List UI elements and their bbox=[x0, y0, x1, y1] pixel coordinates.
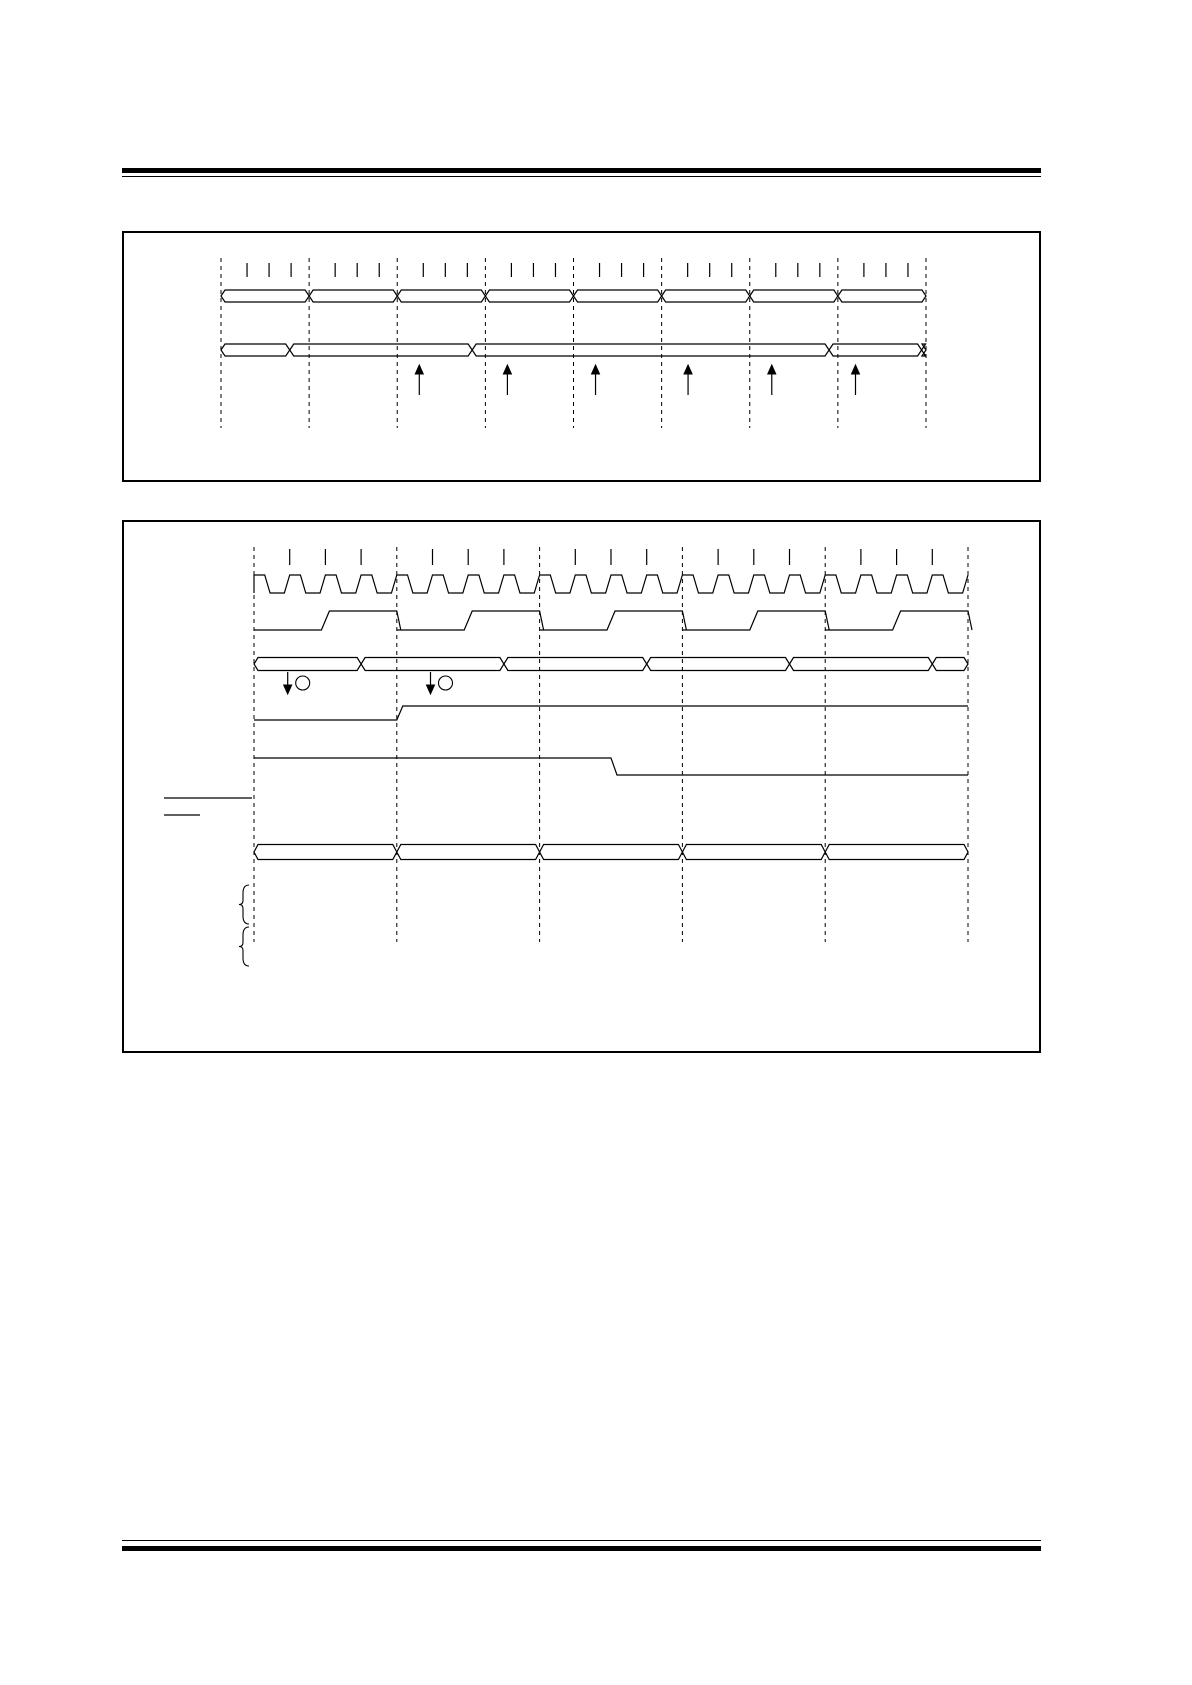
timing-diagram-1 bbox=[124, 233, 1043, 484]
sample-arrow-up-head bbox=[768, 365, 776, 374]
sample-arrow-up-head bbox=[415, 365, 423, 374]
bus-segment-row-6 bbox=[397, 845, 540, 860]
pulse-waveform-segment bbox=[825, 611, 972, 630]
bus-segment-row-1 bbox=[397, 290, 485, 302]
clock-waveform bbox=[254, 575, 968, 593]
bus-segment-row-3 bbox=[647, 658, 790, 671]
bus-segment-row-2 bbox=[221, 344, 290, 356]
event-arrow-down-head bbox=[427, 685, 435, 694]
bus-segment-row-3 bbox=[790, 658, 933, 671]
header-rule-thin bbox=[122, 176, 1041, 177]
bus-segment-row-1 bbox=[309, 290, 397, 302]
bus-segment-row-6 bbox=[682, 845, 825, 860]
sample-arrow-up-head bbox=[592, 365, 600, 374]
bus-segment-row-3 bbox=[932, 658, 968, 671]
bus-segment-row-1 bbox=[221, 290, 309, 302]
bus-segment-row-1 bbox=[574, 290, 662, 302]
event-badge-circle bbox=[296, 676, 310, 690]
timing-diagram-panel-2 bbox=[122, 520, 1041, 1053]
timing-diagram-2 bbox=[124, 522, 1043, 1055]
footer-rule-thin bbox=[122, 1540, 1041, 1541]
pulse-waveform-segment bbox=[397, 611, 544, 630]
bus-segment-row-3 bbox=[504, 658, 647, 671]
pulse-waveform-segment bbox=[540, 611, 687, 630]
timing-diagram-panel-1 bbox=[122, 231, 1041, 482]
step-waveform-rising bbox=[254, 706, 968, 720]
sample-arrow-up-head bbox=[852, 365, 860, 374]
step-waveform-falling bbox=[254, 758, 968, 775]
bus-segment-row-2 bbox=[829, 344, 922, 356]
bus-segment-row-1 bbox=[838, 290, 926, 302]
sample-arrow-up-head bbox=[503, 365, 511, 374]
bus-segment-row-1 bbox=[662, 290, 750, 302]
bus-segment-row-1 bbox=[750, 290, 838, 302]
bus-segment-row-1 bbox=[485, 290, 573, 302]
footer-rule-thick bbox=[122, 1546, 1041, 1551]
bus-segment-row-6 bbox=[254, 845, 397, 860]
bus-segment-row-2 bbox=[290, 344, 472, 356]
bus-segment-row-6 bbox=[825, 845, 968, 860]
bus-segment-row-2 bbox=[472, 344, 829, 356]
bus-segment-row-2 bbox=[922, 344, 926, 356]
group-brace-1 bbox=[239, 885, 249, 924]
pulse-waveform-segment bbox=[254, 611, 401, 630]
bus-segment-row-3 bbox=[361, 658, 504, 671]
pulse-waveform-segment bbox=[682, 611, 829, 630]
header-rule-thick bbox=[122, 168, 1041, 173]
event-arrow-down-head bbox=[284, 685, 292, 694]
group-brace-2 bbox=[239, 927, 249, 966]
event-badge-circle bbox=[439, 676, 453, 690]
bus-segment-row-3 bbox=[254, 658, 361, 671]
bus-segment-row-6 bbox=[540, 845, 683, 860]
sample-arrow-up-head bbox=[684, 365, 692, 374]
